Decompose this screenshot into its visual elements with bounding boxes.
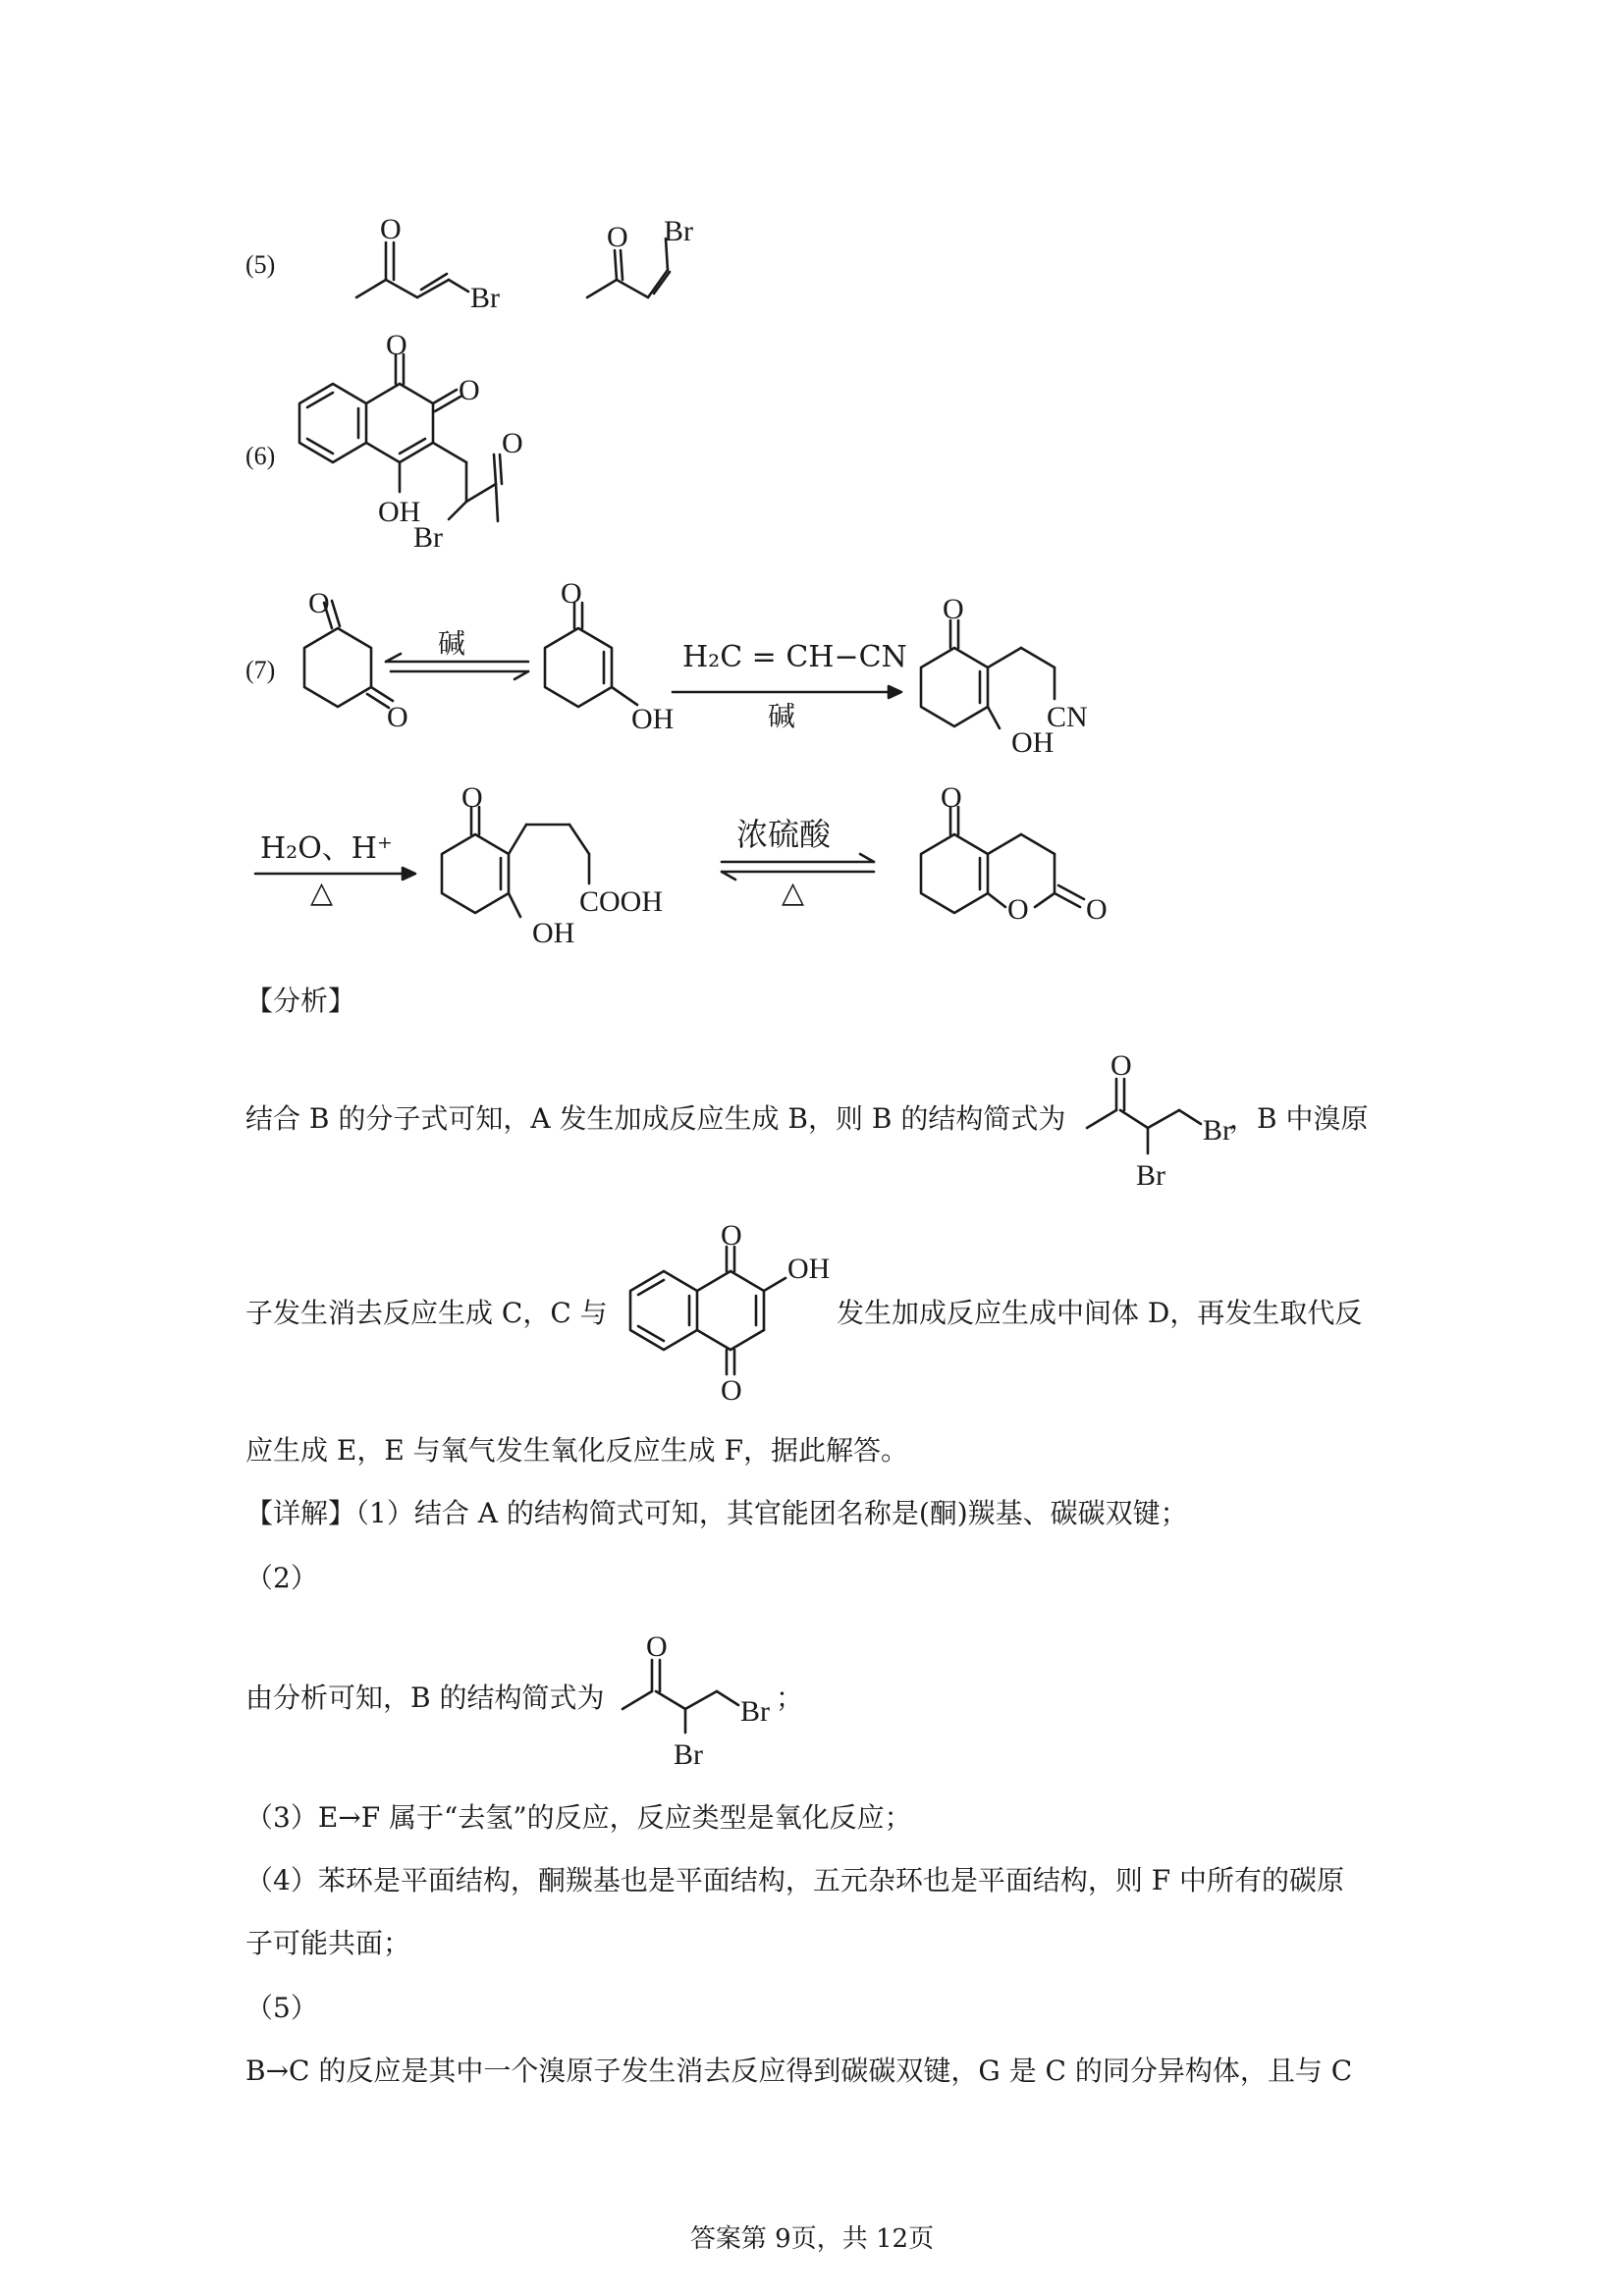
- structure-6: [280, 329, 584, 574]
- atom-o: O: [459, 374, 480, 406]
- atom-oh: OH: [787, 1253, 831, 1285]
- atom-oh: OH: [1011, 726, 1055, 759]
- atom-o: O: [721, 1219, 742, 1252]
- atom-cooh: COOH: [579, 885, 664, 918]
- structure-5-trans: [349, 211, 525, 319]
- atom-o: O: [646, 1630, 668, 1663]
- analysis-p1b: ，B 中溴原: [1229, 1102, 1369, 1135]
- atom-o: O: [721, 1374, 742, 1407]
- atom-br: Br: [674, 1738, 703, 1771]
- detail-2c: ；: [776, 1682, 804, 1714]
- atom-cn: CN: [1047, 701, 1088, 733]
- reagent-base-1: 碱: [438, 627, 466, 660]
- reagent-acrylonitrile: H₂C = CH−CN: [682, 640, 907, 674]
- detail-3: （3）E→F 属于“去氢”的反应，反应类型是氧化反应；: [245, 1801, 912, 1834]
- reaction-arrow-2: [250, 864, 417, 883]
- cyanoethyl-enol: [901, 589, 1137, 766]
- atom-o: O: [607, 221, 628, 253]
- analysis-p2b: 发生加成反应生成中间体 D，再发生取代反: [837, 1297, 1363, 1329]
- detail-5: （5）: [245, 1992, 318, 2024]
- atom-oh: OH: [378, 496, 421, 528]
- atom-o: O: [461, 781, 483, 814]
- structure-5-cis: [579, 211, 727, 319]
- atom-oh: OH: [532, 917, 575, 949]
- atom-o: O: [1086, 893, 1108, 926]
- atom-br: Br: [1136, 1159, 1165, 1192]
- detail-2b: 由分析可知，B 的结构简式为: [245, 1682, 605, 1714]
- hydroxynaphthoquinone: [619, 1217, 835, 1407]
- analysis-p3: 应生成 E，E 与氧气发生氧化反应生成 F，据此解答。: [245, 1434, 909, 1467]
- analysis-p1a: 结合 B 的分子式可知，A 发生加成反应生成 B，则 B 的结构简式为: [245, 1102, 1066, 1135]
- heat-symbol-2: △: [782, 876, 805, 910]
- atom-o: O: [386, 329, 407, 361]
- enol-structure: [515, 577, 692, 756]
- atom-o: O: [387, 701, 408, 733]
- reagent-conc-h2so4: 浓硫酸: [736, 816, 832, 853]
- atom-o: O: [308, 587, 330, 619]
- atom-br: Br: [740, 1695, 770, 1728]
- atom-br: Br: [470, 282, 500, 314]
- detail-5b: B→C 的反应是其中一个溴原子发生消去反应得到碳碳双键，G 是 C 的同分异构体，且与 C: [245, 2055, 1353, 2087]
- detail-4b: 子可能共面；: [245, 1927, 411, 1959]
- carboxylic-acid-intermediate: [422, 775, 697, 952]
- item-6-label: (6): [245, 442, 276, 470]
- structure-b-inline-2: [621, 1625, 787, 1772]
- atom-o: O: [941, 781, 962, 814]
- atom-o: O: [502, 427, 523, 459]
- heat-symbol-1: △: [310, 876, 334, 910]
- atom-br: Br: [664, 215, 693, 247]
- detail-2: （2）: [245, 1562, 318, 1594]
- reagent-base-2: 碱: [768, 700, 796, 732]
- atom-br: Br: [413, 521, 443, 554]
- page-footer: 答案第 9页，共 12页: [689, 2224, 935, 2254]
- atom-o: O: [943, 593, 964, 625]
- atom-br: Br: [1203, 1114, 1232, 1147]
- atom-o: O: [1007, 893, 1029, 926]
- atom-o: O: [1110, 1049, 1132, 1082]
- analysis-p2a: 子发生消去反应生成 C，C 与: [245, 1297, 608, 1329]
- reagent-hydrolysis: H₂O、H⁺: [260, 831, 393, 866]
- detail-1: 【详解】（1）结合 A 的结构简式可知，其官能团名称是(酮)羰基、碳碳双键；: [245, 1497, 1188, 1529]
- atom-oh: OH: [631, 703, 675, 735]
- lactone-product: [901, 775, 1137, 952]
- analysis-heading: 【分析】: [245, 985, 356, 1017]
- item-7-label: (7): [245, 656, 276, 684]
- atom-o: O: [561, 577, 582, 610]
- structure-b-inline-1: [1085, 1045, 1242, 1193]
- detail-4a: （4）苯环是平面结构，酮羰基也是平面结构，五元杂环也是平面结构，则 F 中所有的碳原: [245, 1864, 1345, 1896]
- atom-o: O: [380, 213, 402, 245]
- item-5-label: (5): [245, 250, 276, 279]
